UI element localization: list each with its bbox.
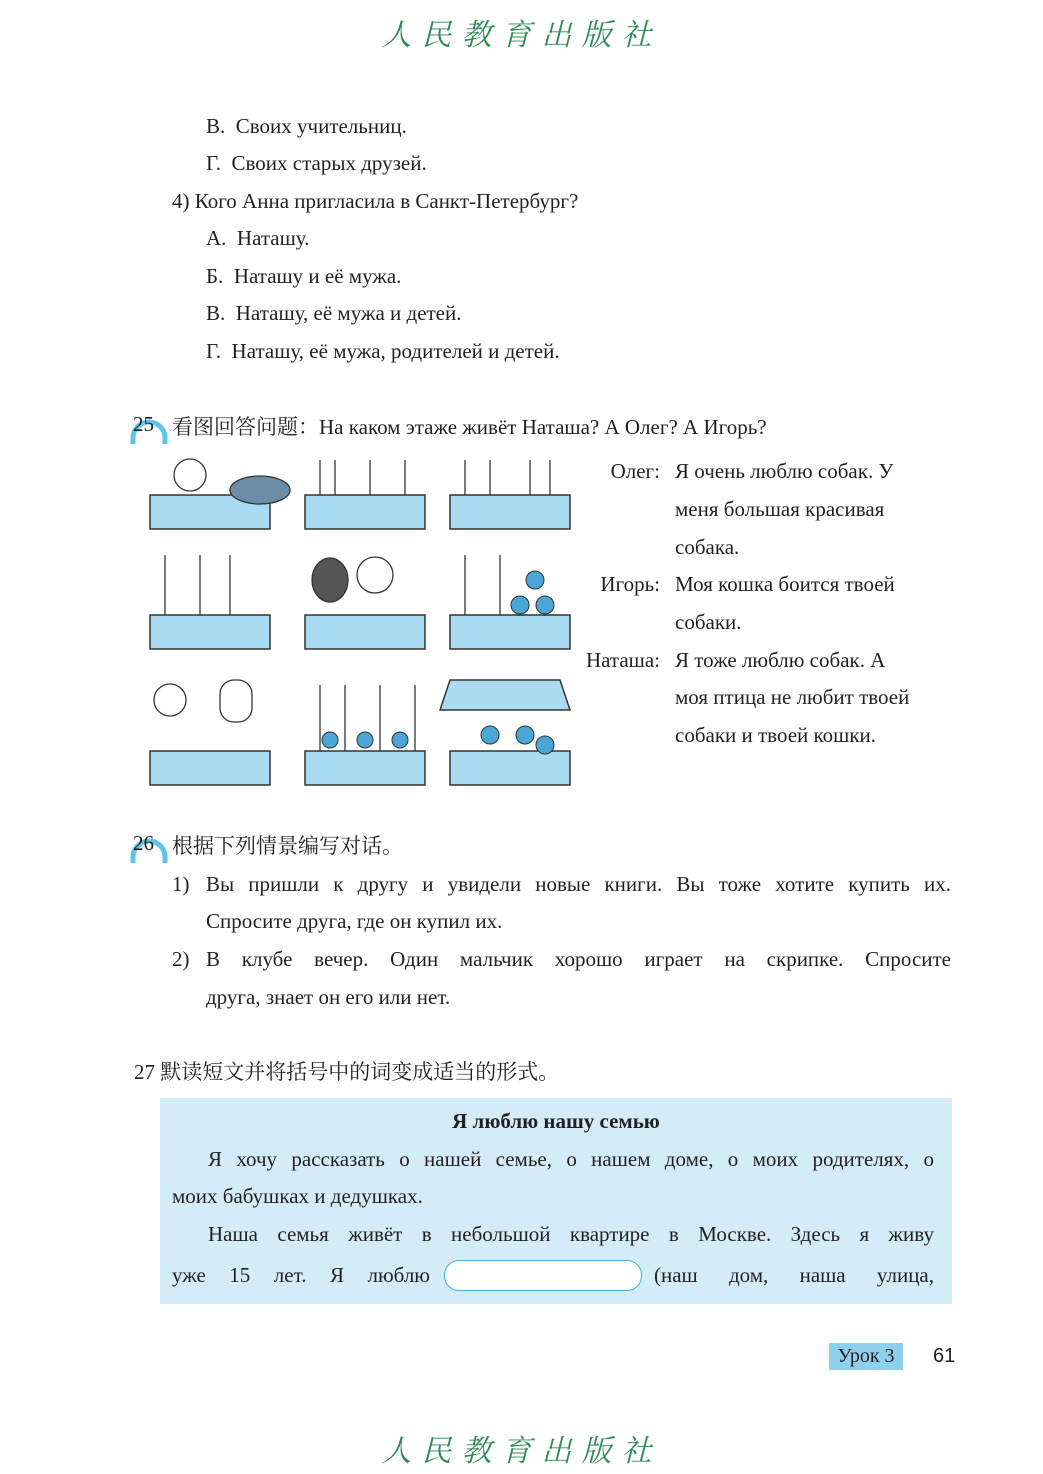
passage-line: (наш дом, наша улица,: [654, 1263, 934, 1287]
dialogue-line: моя птица не любит твоей: [675, 685, 910, 709]
item-text: Спросите друга, где он купил их.: [206, 909, 503, 933]
exercise-27-heading: 27 默读短文并将括号中的词变成适当的形式。: [134, 1060, 560, 1084]
dialogue-line: меня большая красивая: [675, 497, 885, 521]
passage-line: Наша семья живёт в небольшой квартире в Москве. Здесь я живу: [208, 1222, 934, 1246]
item-number: 1): [172, 872, 190, 896]
exercise-25-heading: 看图回答问题：На каком этаже живёт Наташа? А Олег? А Игорь?: [172, 415, 767, 439]
passage-line: уже 15 лет. Я люблю: [172, 1263, 430, 1287]
item-text: друга, знает он его или нет.: [206, 985, 451, 1009]
dialogue-line: Я очень люблю собак. У: [675, 459, 894, 483]
item-text: Вы пришли к другу и увидели новые книги. Вы тоже хотите купить их.: [206, 872, 951, 896]
option-v: В. Своих учительниц.: [206, 114, 407, 138]
speaker-natasha: Наташа:: [585, 648, 660, 672]
page-number: 61: [933, 1345, 956, 1367]
option-g: Г. Своих старых друзей.: [206, 151, 427, 175]
speaker-oleg: Олег:: [610, 459, 660, 483]
option-b: Б. Наташу и её мужа.: [206, 264, 402, 288]
speaker-igor: Игорь:: [600, 572, 660, 596]
dialogue-line: собаки и твоей кошки.: [675, 723, 877, 747]
passage-line: моих бабушках и дедушках.: [172, 1184, 423, 1208]
option-v: В. Наташу, её мужа и детей.: [206, 301, 462, 325]
exercise-26-heading: 根据下列情景编写对话。: [172, 834, 403, 858]
option-g: Г. Наташу, её мужа, родителей и детей.: [206, 339, 560, 363]
dialogue-line: собаки.: [675, 610, 742, 634]
dialogue-line: Моя кошка боится твоей: [675, 572, 895, 596]
item-text: В клубе вечер. Один мальчик хорошо играет на скрипке. Спросите: [206, 947, 951, 971]
option-a: А. Наташу.: [206, 226, 310, 250]
dialogue-line: собака.: [675, 535, 740, 559]
dialogue-line: Я тоже люблю собак. А: [675, 648, 886, 672]
building-illustration: [140, 455, 580, 795]
answer-blank-input[interactable]: [444, 1260, 642, 1291]
publisher-logo: 人民教育出版社: [381, 18, 662, 53]
exercise-number-badge: 26: [133, 831, 167, 865]
item-number: 2): [172, 947, 190, 971]
question-4: 4) Кого Анна пригласила в Санкт-Петербург?: [172, 189, 579, 213]
lesson-label: Урок 3: [829, 1343, 903, 1370]
exercise-number-badge: 25: [133, 412, 167, 446]
passage-title: Я люблю нашу семью: [452, 1109, 660, 1133]
publisher-logo: 人民教育出版社: [381, 1434, 662, 1469]
passage-line: Я хочу рассказать о нашей семье, о нашем доме, о моих родителях, о: [208, 1147, 934, 1171]
